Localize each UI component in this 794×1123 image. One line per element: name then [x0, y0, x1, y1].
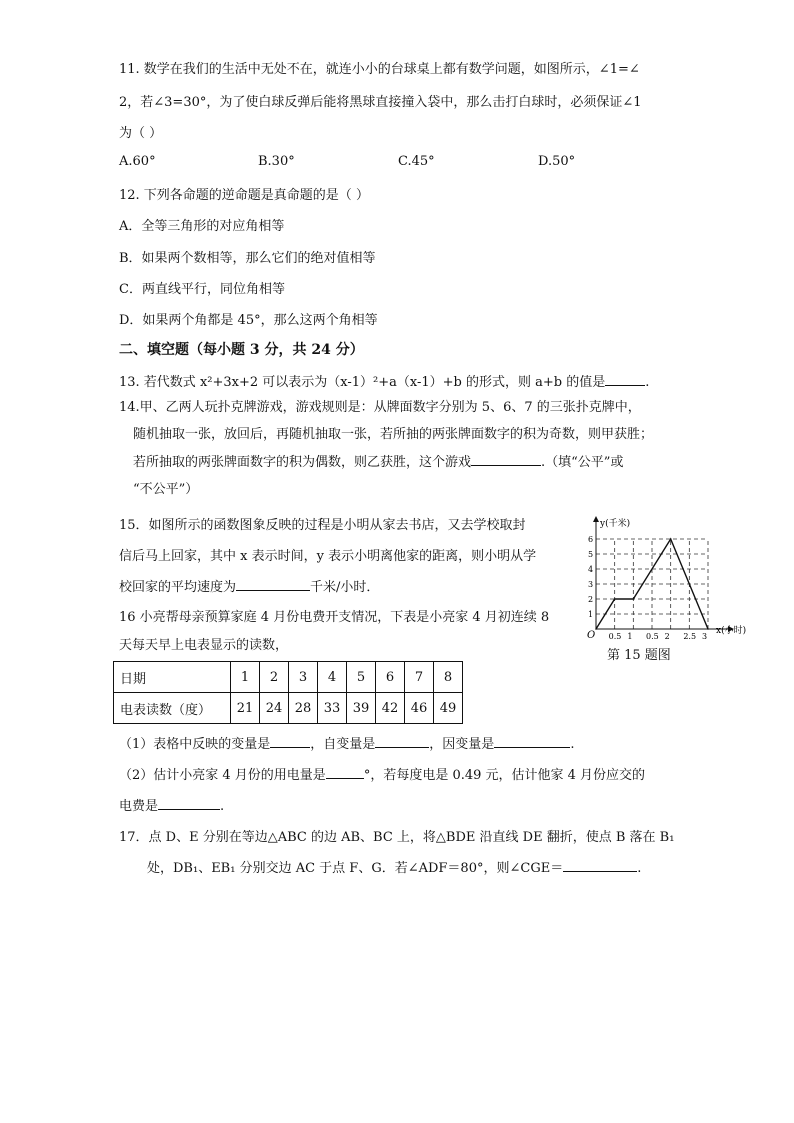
q12-option-c: C．两直线平行，同位角相等 [119, 282, 285, 297]
data-point [670, 538, 672, 540]
q16-part2-c: 电费是 [119, 799, 159, 814]
y-axis-arrow [593, 516, 599, 522]
x-tick-label: 2.5 [683, 632, 697, 641]
q12-option-b: B．如果两个数相等，那么它们的绝对值相等 [119, 251, 376, 266]
q16-part1-b: ，自变量是 [310, 737, 376, 752]
y-axis-label: y(千米) [600, 519, 631, 529]
q12-option-a: A．全等三角形的对应角相等 [119, 219, 285, 234]
table-cell: 21 [231, 693, 260, 724]
q11-line1: 11. 数学在我们的生活中无处不在，就连小小的台球桌上都有数学问题，如图所示，∠1=∠ [119, 62, 640, 77]
x-axis-label: x(小时) [716, 626, 747, 636]
q15-line2: 信后马上回家，其中 x 表示时间，y 表示小明离他家的距离，则小明从学 [119, 549, 537, 564]
q17-blank [563, 859, 637, 872]
table-cell: 7 [405, 662, 434, 693]
q13-end: . [645, 375, 650, 390]
q15-line3 [119, 576, 379, 595]
table-row [114, 693, 463, 724]
x-tick-label: 0.5 [646, 632, 659, 641]
q14-line3-text: 若所抽取的两张牌面数字的积为偶数，则乙获胜，这个游戏 [133, 455, 472, 470]
q16-blank-2 [375, 735, 429, 748]
data-point [633, 598, 635, 600]
y-tick-label: 4 [588, 565, 594, 574]
q15-line3-text: 校回家的平均速度为 [119, 580, 237, 595]
data-point [614, 598, 616, 600]
table-cell: 5 [347, 662, 376, 693]
q16-blank-3 [494, 735, 570, 748]
q14-line3 [133, 451, 623, 470]
q17-line2 [147, 857, 641, 876]
table-cell: 1 [231, 662, 260, 693]
q16-line1: 16 小亮帮母亲预算家庭 4 月份电费开支情况，下表是小亮家 4 月初连续 8 [119, 610, 550, 625]
table-cell: 42 [376, 693, 405, 724]
q11-line3: 为（ ） [119, 126, 163, 141]
meter-table [113, 661, 463, 724]
q16-blank-5 [158, 797, 220, 810]
data-point [595, 628, 597, 630]
q11-line2: 2，若∠3=30°，为了使白球反弹后能将黑球直接撞入袋中，那么击打白球时，必须保证∠1 [119, 95, 642, 110]
q13-text: 13. 若代数式 x²+3x+2 可以表示为（x-1）²+a（x-1）+b 的形式，则 a+b 的值是 [119, 375, 606, 390]
table-cell: 4 [318, 662, 347, 693]
q16-part1 [119, 733, 574, 752]
q16-part2-b: °，若每度电是 0.49 元，估计他家 4 月份应交的 [363, 768, 646, 783]
table-cell: 8 [434, 662, 463, 693]
q11-option-d: D.50° [538, 154, 576, 169]
table-cell: 6 [376, 662, 405, 693]
table-cell: 46 [405, 693, 434, 724]
q14-line1: 14.甲、乙两人玩扑克牌游戏，游戏规则是：从牌面数字分别为 5、6、7 的三张扑克牌中， [119, 400, 641, 415]
table-row [114, 662, 463, 693]
y-tick-label: 5 [588, 550, 594, 559]
origin-label: O [587, 630, 596, 641]
q16-part1-c: ，因变量是 [429, 737, 495, 752]
x-tick-label: 2 [664, 632, 670, 641]
table-cell: 49 [434, 693, 463, 724]
y-tick-label: 1 [588, 610, 594, 619]
q17-line2-end: . [637, 861, 642, 876]
data-point [707, 628, 709, 630]
q13-blank [605, 373, 645, 386]
chart-caption: 第 15 题图 [607, 648, 671, 663]
table-cell: 24 [260, 693, 289, 724]
q16-part1-d: . [570, 737, 575, 752]
y-tick-label: 6 [588, 535, 594, 544]
table-cell: 33 [318, 693, 347, 724]
section-title: 二、填空题（每小题 3 分，共 24 分） [119, 342, 364, 358]
q12-option-d: D．如果两个角都是 45°，那么这两个角相等 [119, 313, 378, 328]
q14-line4: “不公平”） [133, 482, 199, 497]
q16-part1-a: （1）表格中反映的变量是 [119, 737, 271, 752]
q15-line3-end: 千米/小时． [310, 580, 380, 595]
x-tick-label: 0.5 [608, 632, 622, 641]
q16-blank-4 [326, 766, 364, 779]
q11-option-c: C.45° [398, 154, 435, 169]
q11-option-a: A.60° [119, 154, 156, 169]
q16-part2-cont [119, 795, 224, 814]
q16-part2 [119, 764, 645, 783]
q11-option-b: B.30° [258, 154, 295, 169]
q14-line2: 随机抽取一张，放回后，再随机抽取一张，若所抽的两张牌面数字的积为奇数，则甲获胜； [133, 427, 654, 442]
q14-line3-end: .（填“公平”或 [541, 455, 624, 470]
table-cell: 3 [289, 662, 318, 693]
q15-line1: 15．如图所示的函数图象反映的过程是小明从家去书店，又去学校取封 [119, 518, 526, 533]
y-tick-label: 3 [588, 580, 594, 589]
x-tick-label: 3 [702, 632, 708, 641]
q14-blank [471, 453, 541, 466]
q17-line2-text: 处，DB₁、EB₁ 分别交边 AC 于点 F、G．若∠ADF＝80°，则∠CGE＝ [147, 861, 564, 876]
table-header-date: 日期 [114, 662, 231, 693]
q16-line2: 天每天早上电表显示的读数， [119, 638, 289, 653]
q16-part2-a: （2）估计小亮家 4 月份的用电量是 [119, 768, 326, 783]
q16-blank-1 [270, 735, 310, 748]
table-header-reading: 电表读数（度） [114, 693, 231, 724]
table-cell: 2 [260, 662, 289, 693]
q12-stem: 12. 下列各命题的逆命题是真命题的是（ ） [119, 188, 369, 203]
q13-line [119, 371, 649, 390]
q15-chart [574, 514, 770, 642]
table-cell: 28 [289, 693, 318, 724]
x-tick-label: 1 [627, 632, 633, 641]
y-tick-label: 2 [588, 595, 594, 604]
q15-blank [236, 578, 310, 591]
q17-line1: 17．点 D、E 分别在等边△ABC 的边 AB、BC 上，将△BDE 沿直线 DE 翻折，使点 B 落在 B₁ [119, 830, 675, 845]
table-cell: 39 [347, 693, 376, 724]
q16-part2-d: . [220, 799, 225, 814]
